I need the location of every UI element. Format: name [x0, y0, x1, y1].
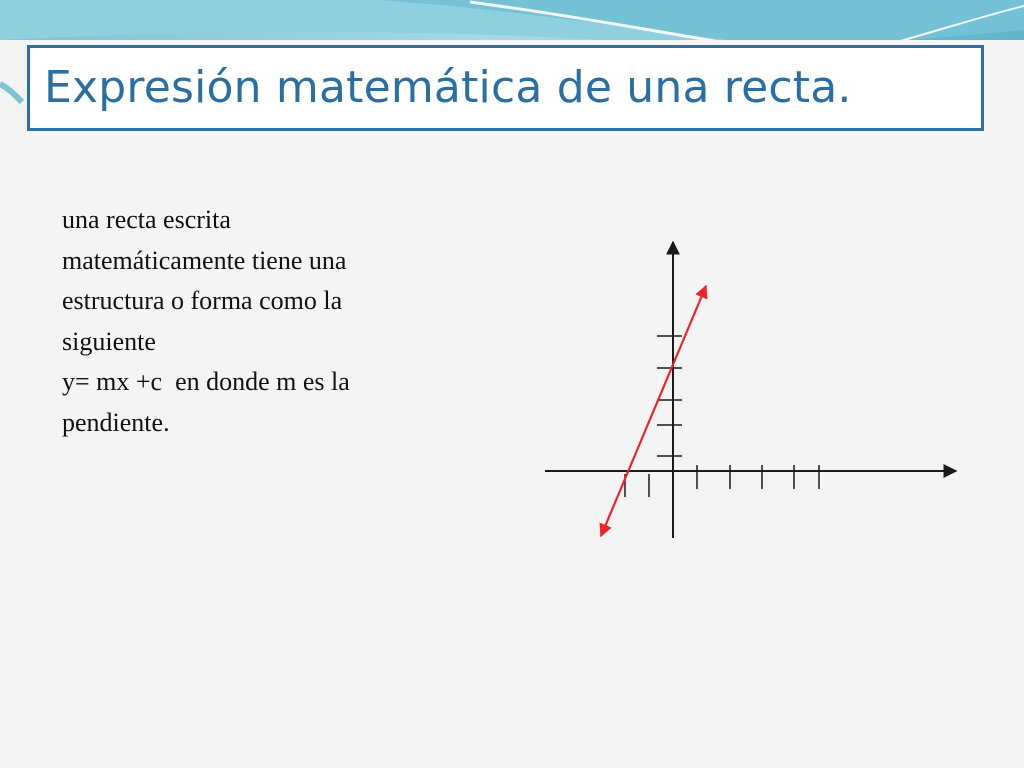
body-line: siguiente	[62, 326, 156, 356]
x-axis-ticks	[625, 465, 819, 497]
body-line: estructura o forma como la	[62, 286, 343, 315]
body-line: una recta escrita	[62, 205, 231, 234]
slide-title: Expresión matemática de una recta.	[44, 62, 852, 113]
body-line: matemáticamente tiene una	[62, 245, 347, 275]
body-line: y= mx +c en donde m es la	[62, 367, 350, 396]
body-line: pendiente.	[62, 407, 170, 437]
red-line	[601, 286, 706, 536]
